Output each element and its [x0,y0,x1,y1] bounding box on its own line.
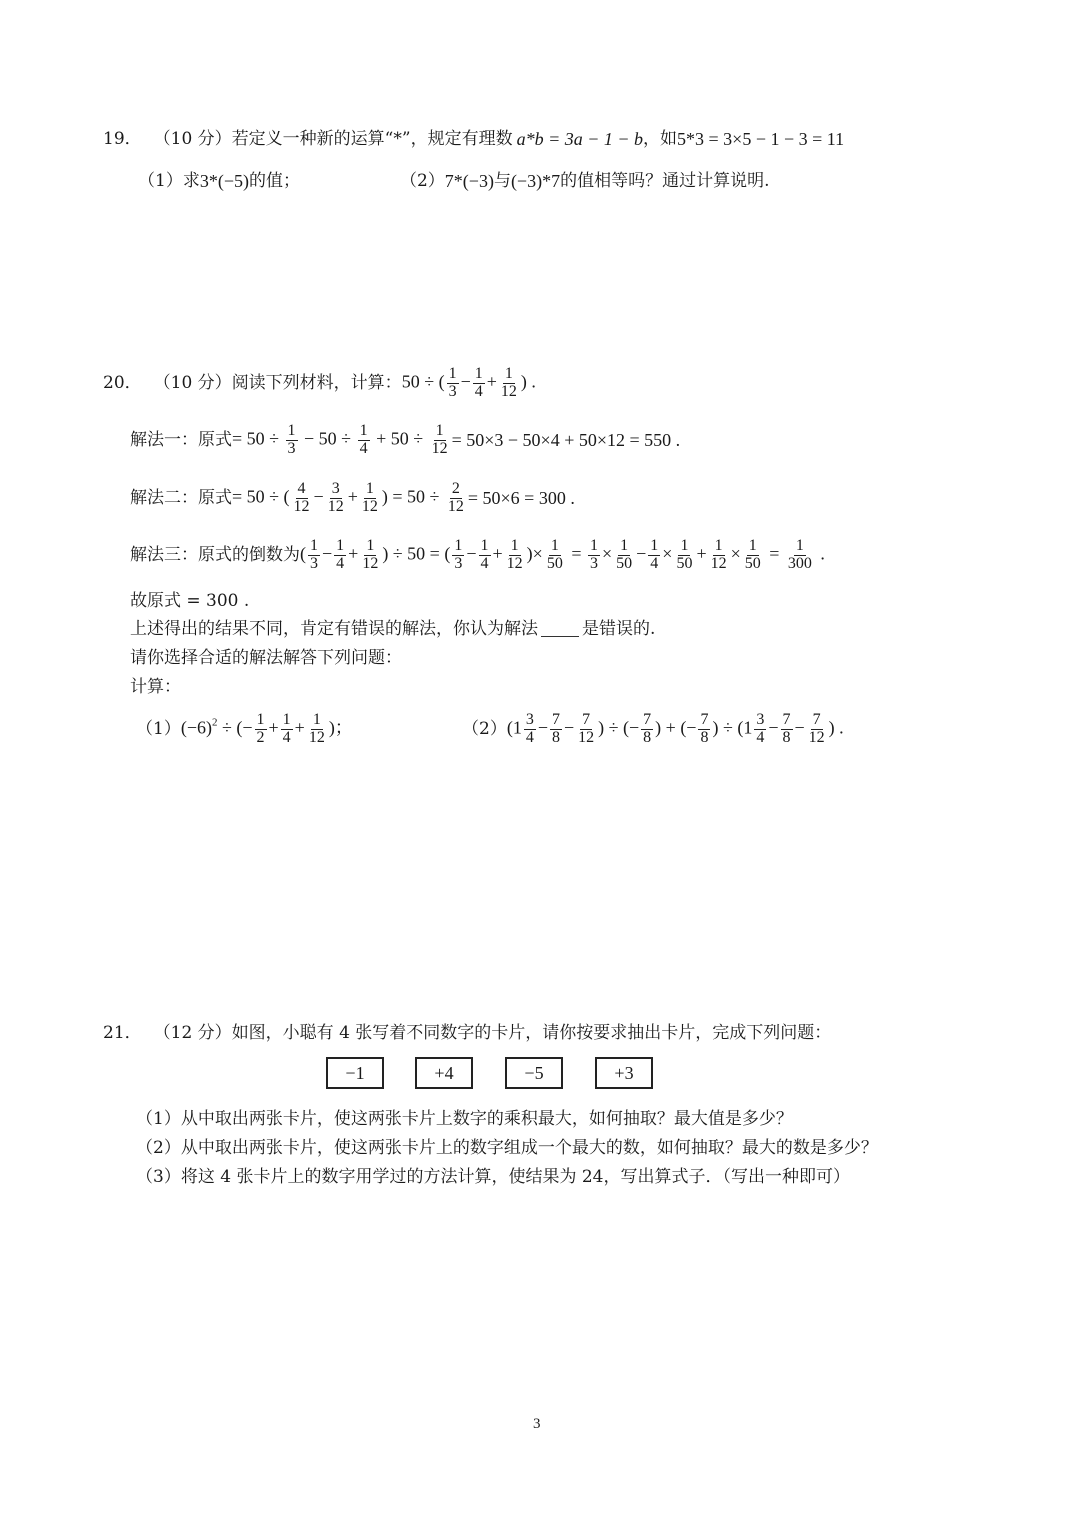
q21-part-1 [136,1111,793,1128]
q19-p2-expr-a: 7*(−3) [444,171,494,191]
q20-compute-text: 计算： [130,677,181,697]
q20-p1-label: （1） [136,718,181,739]
q20-sol3-expr: ( $\frac{1}{3}$ − $\frac{1}{4}$ + $\frac{1}{12}$ ) ÷ 50 = ( $\frac{1}{3}$ − $\frac{1}{4}$ + $\frac{1}{12}$ )× $\frac{1}{50}$ = $\frac{1}{3}$ × $\frac{1}{50}$ − $\frac{1}{4}$ × $\frac{1}{50}$ + $\frac{1}{12}$ × $\frac{1}{50}$ = $\frac{1}{300}$ . [300,537,825,572]
q21-part-2 [136,1140,878,1157]
q19-p2-label: （2） [399,170,445,191]
q19-score: （10 分） [153,128,232,149]
q21-part-3 [136,1169,850,1186]
q19-p1-label: （1）求 [138,170,200,191]
q20-score: （10 分） [153,372,232,393]
q19-line [103,130,844,148]
q19-p1-tail: 的值； [248,170,300,191]
q19-number: 19． [103,128,142,149]
q19-example: 5*3 = 3×5 − 1 − 3 = 11 [677,129,845,149]
q19-p1-expr: 3*(−5) [199,171,249,191]
q19-p2-expr-b: (−3)*7 [510,171,561,191]
q20-sol1-label: 解法一：原式 [130,429,232,450]
q20-instruction [130,650,402,667]
q19-example-prefix: ，如 [643,128,678,149]
number-card: +3 [595,1057,653,1089]
q21-p2-text: （2）从中取出两张卡片，使这两张卡片上的数字组成一个最大的数，如何抽取？最大的数是多少？ [136,1138,878,1158]
q20-question [130,621,655,638]
q20-p1-expr: $(-6)^2$ ÷ (− $\frac{1}{2}$ + $\frac{1}{4}$ + $\frac{1}{12}$ )； [180,711,353,746]
q20-sol1-tail: = 50×3 − 50×4 + 50×12 = 550 . [451,430,681,451]
q19-text: 若定义一种新的运算“*”，规定有理数 [231,128,513,149]
q21-p3-text: （3）将这 4 张卡片上的数字用学过的方法计算，使结果为 24，写出算式子．（写出一种即可） [136,1167,850,1187]
q21-number: 21． [103,1023,142,1043]
q19-rule: a*b = 3a − 1 − b [516,129,644,149]
q21-score: （12 分） [153,1023,232,1043]
q20-sol2-tail: = 50×6 = 300 . [467,488,575,509]
q20-number: 20． [103,372,142,393]
q20-part-2 [462,712,844,747]
page-number: 3 [533,1416,541,1432]
q20-line [103,366,536,401]
q21-line [103,1025,831,1042]
number-card: +4 [415,1057,473,1089]
q20-conclusion-text: 故原式 = 300 . [130,591,250,611]
q20-conclusion [130,593,249,610]
q20-sol1-expr: = 50 ÷ $\frac{1}{3}$ − 50 ÷ $\frac{1}{4}$ + 50 ÷ $\frac{1}{12}$ [232,422,448,457]
q20-text: 阅读下列材料，计算： [231,372,402,393]
q19-parts [138,172,769,190]
q20-solution-3 [130,538,825,573]
q20-sol3-label: 解法三：原式的倒数为 [130,544,300,565]
q19-p2-mid: 与 [493,170,511,191]
answer-blank[interactable] [541,622,579,637]
q20-sol2-label: 解法二：原式 [130,487,232,508]
number-card: −5 [505,1057,563,1089]
q20-expression: 50 ÷ ( $\frac{1}{3}$ − $\frac{1}{4}$ + $\frac{1}{12}$ ) . [401,365,536,400]
q20-p2-label: （2） [462,718,507,739]
q20-question-pre: 上述得出的结果不同，肯定有错误的解法，你认为解法 [130,619,538,639]
q19-p2-tail: 的值相等吗？通过计算说明. [560,170,770,191]
q20-instruction-text: 请你选择合适的解法解答下列问题： [130,648,402,668]
q20-p2-expr: (1 $\frac{3}{4}$ − $\frac{7}{8}$ − $\frac{7}{12}$ ) ÷ (− $\frac{7}{8}$ ) + (− $\frac{7}{8}$ ) ÷ (1 $\frac{3}{4}$ − $\frac{7}{8}$ − $\frac{7}{12}$ ) . [506,711,844,746]
q20-solution-2 [130,481,575,516]
q21-p1-text: （1）从中取出两张卡片，使这两张卡片上数字的乘积最大，如何抽取？最大值是多少？ [136,1109,793,1129]
q21-text: 如图，小聪有 4 张写着不同数字的卡片，请你按要求抽出卡片，完成下列问题： [231,1023,832,1043]
q20-part-1 [136,712,353,747]
q20-compute [130,679,181,696]
q20-solution-1 [130,423,680,458]
q20-question-post: 是错误的. [582,619,656,639]
q20-sol2-expr: = 50 ÷ ( $\frac{4}{12}$ − $\frac{3}{12}$ + $\frac{1}{12}$ ) = 50 ÷ $\frac{2}{12}$ [232,480,464,515]
number-card: −1 [326,1057,384,1089]
